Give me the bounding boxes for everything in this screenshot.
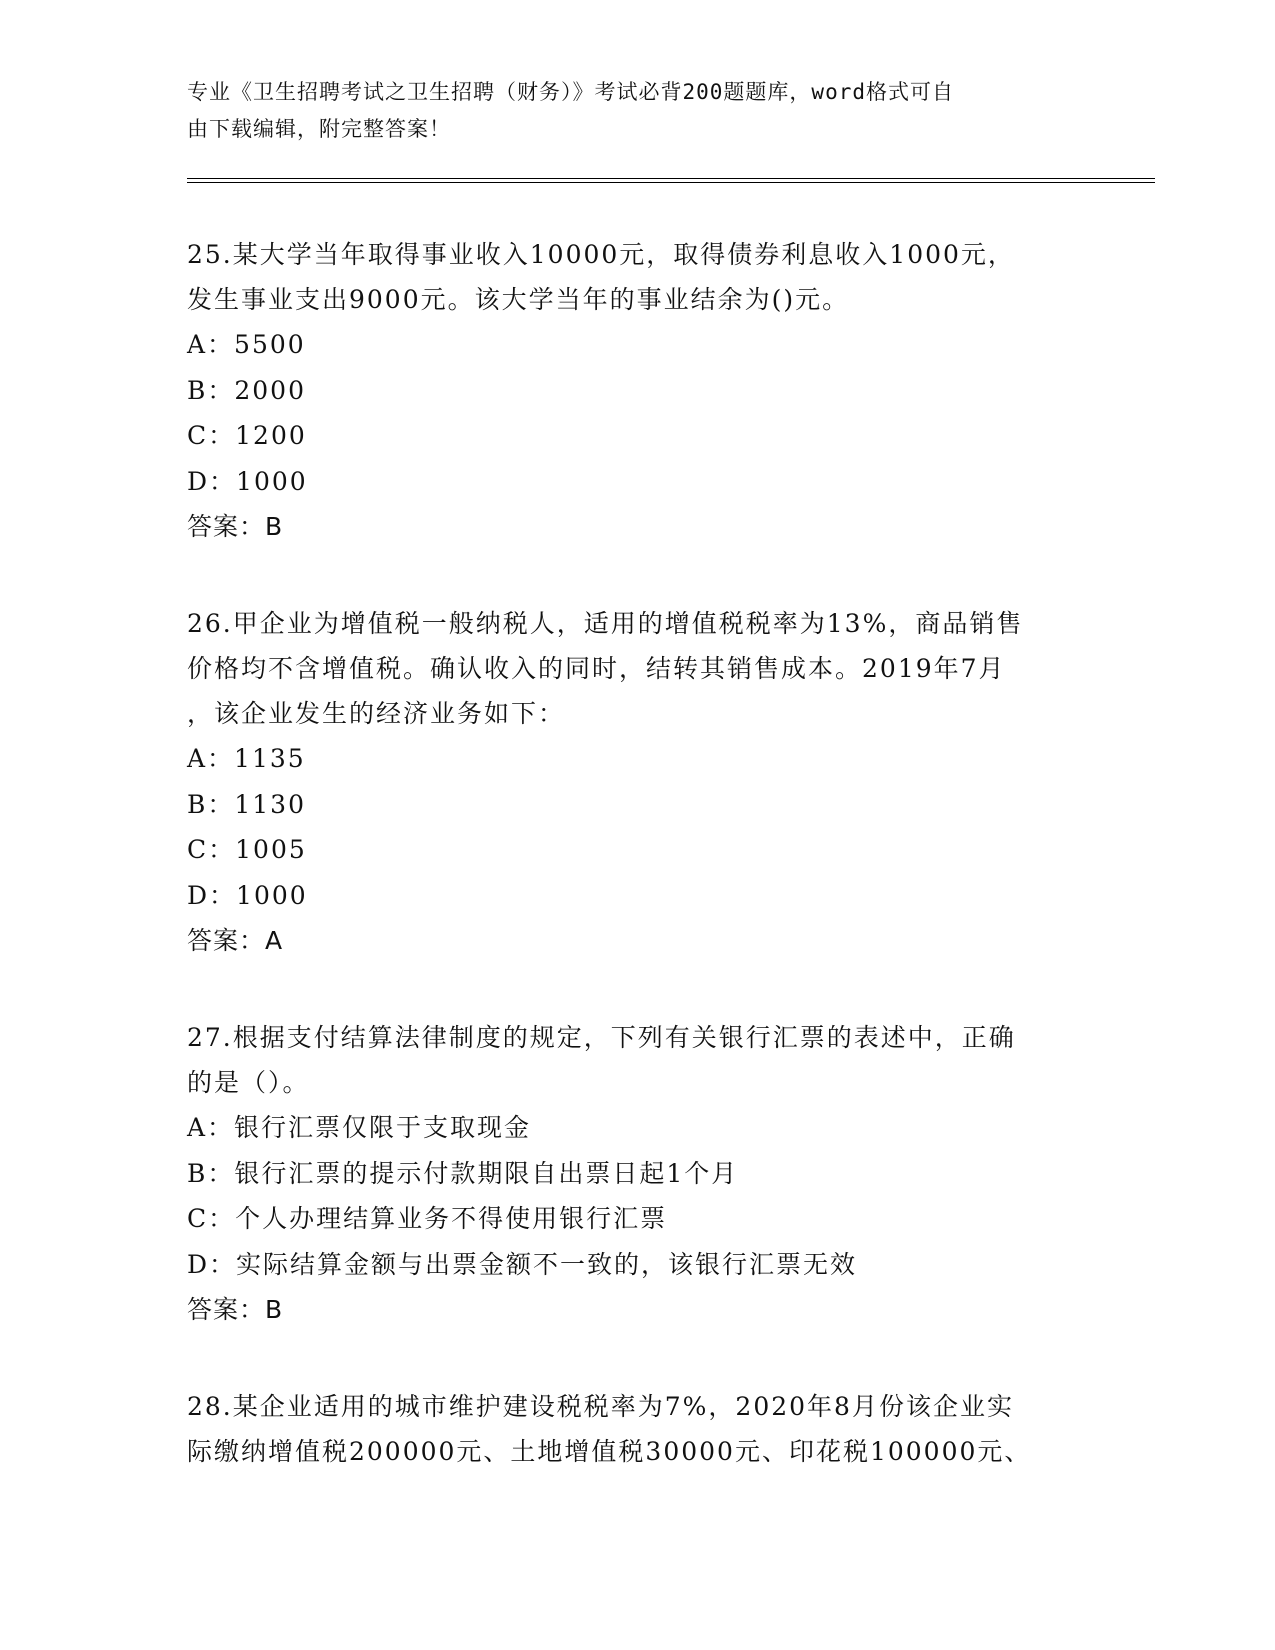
option-a: A：银行汇票仅限于支取现金 (187, 1113, 532, 1142)
option-c: C：1200 (187, 421, 307, 450)
header-line: 由下载编辑，附完整答案！ (187, 117, 451, 141)
question-stem-line: ，该企业发生的经济业务如下： (187, 699, 566, 728)
header-line: 专业《卫生招聘考试之卫生招聘（财务）》考试必背200题题库，word格式可自 (187, 80, 954, 104)
option-b: B：1130 (187, 789, 306, 819)
question-27 (187, 1015, 1087, 1332)
option-c: C：个人办理结算业务不得使用银行汇票 (187, 1204, 668, 1233)
option-b: B：2000 (187, 375, 306, 405)
option-a: A：1135 (187, 744, 306, 773)
question-list (187, 232, 1087, 1526)
document-header (187, 74, 1067, 148)
option-d: D：1000 (187, 466, 308, 496)
question-stem-line: 际缴纳增值税200000元、土地增值税30000元、印花税100000元、 (187, 1437, 1032, 1466)
answer-line: 答案：B (187, 512, 284, 541)
question-stem-line: 27.根据支付结算法律制度的规定，下列有关银行汇票的表述中，正确 (187, 1023, 1016, 1052)
question-stem-line: 的是（）。 (187, 1068, 310, 1097)
option-a: A：5500 (187, 330, 306, 359)
option-b: B：银行汇票的提示付款期限自出票日起1个月 (187, 1158, 739, 1188)
question-stem-line: 发生事业支出9000元。该大学当年的事业结余为()元。 (187, 285, 850, 314)
answer-line: 答案：B (187, 1295, 284, 1324)
option-c: C：1005 (187, 835, 307, 864)
answer-line: 答案：A (187, 926, 284, 955)
option-d: D：实际结算金额与出票金额不一致的，该银行汇票无效 (187, 1249, 858, 1279)
question-stem-line: 28.某企业适用的城市维护建设税税率为7%，2020年8月份该企业实 (187, 1392, 1014, 1421)
question-28 (187, 1384, 1087, 1474)
header-divider (187, 178, 1155, 183)
question-stem-line: 25.某大学当年取得事业收入10000元，取得债券利息收入1000元， (187, 240, 1015, 269)
option-d: D：1000 (187, 880, 308, 910)
question-25 (187, 232, 1087, 549)
question-stem-line: 26.甲企业为增值税一般纳税人，适用的增值税税率为13%，商品销售 (187, 609, 1024, 638)
question-stem-line: 价格均不含增值税。确认收入的同时，结转其销售成本。2019年7月 (187, 654, 1006, 683)
question-26 (187, 601, 1087, 963)
